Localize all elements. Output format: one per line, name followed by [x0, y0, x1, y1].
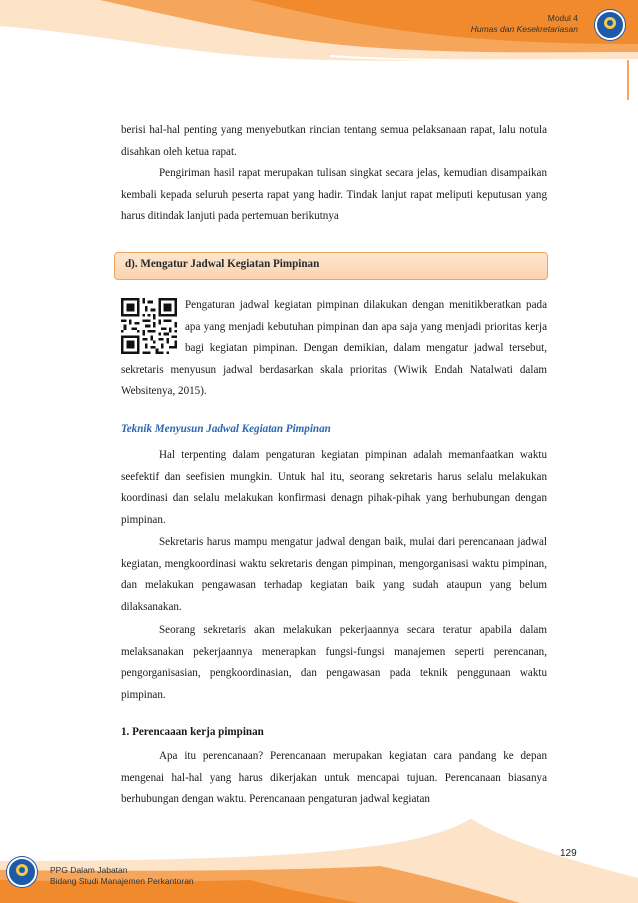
header-module-info: [471, 13, 578, 35]
tut-wuri-logo-icon: [595, 10, 625, 40]
heading-teknik: Teknik Menyusun Jadwal Kegiatan Pimpinan: [121, 423, 331, 435]
footer-info: [50, 865, 194, 887]
section-heading-d: d). Mengatur Jadwal Kegiatan Pimpinan: [125, 258, 320, 270]
paragraph-seorang-sekretaris: Seorang sekretaris akan melakukan pekerjaannya secara teratur apabila dalam melaksanakan pekerjaannya menerapkan fungsi-fungsi manajemen seperti perencanan, pengorganisasian, pengkoordinasian, dan pengawasan pada teknik penggunaan waktu pimpinan.: [121, 624, 547, 701]
tut-wuri-footer-logo-icon: [7, 857, 37, 887]
paragraph-hal-terpenting: Hal terpenting dalam pengaturan kegiatan pimpinan adalah memanfaatkan waktu seefektif dan seefisien mungkin. Untuk hal itu, seorang sekretaris harus selalu melakukan koordinasi dan selalu melakukan konfirmasi denagn pihak-pihak yang berhubungan dengan pimpinan.: [121, 449, 547, 526]
paragraph-sekretaris-mampu: Sekretaris harus mampu mengatur jadwal dengan baik, mulai dari perencanaan jadwal kegiatan, mengkoordinasi waktu sekretaris dengan pimpinan, mengorganisasi waktu pimpinan, dan melakukan pengawasan terhadap kegiatan baik yang sudah ataupun yang belum dilaksanakan.: [121, 536, 547, 613]
paragraph-pengaturan-text: Pengaturan jadwal kegiatan pimpinan dilakukan dengan menitikberatkan pada apa yang menjadi kebutuhan pimpinan dan apa saja yang menjadi prioritas kerja bagi kegiatan pimpinan. Dengan demikian, dalam mengatur jadwal tersebut, sekretaris menyusun jadwal berdasarkan skala prioritas (Wiwik Endah Natalwati dalam Websitenya, 2015).: [121, 299, 547, 398]
paragraph-pengiriman: Pengiriman hasil rapat merupakan tulisan singkat secara jelas, kemudian disampaikan kembali kepada seluruh peserta rapat yang hadir. Tindak lanjut rapat meliputi keputusan yang harus ditindak lanjuti pada pertemuan berikutnya: [121, 167, 547, 223]
paragraph-perencanaan: Apa itu perencanaan? Perencanaan merupakan kegiatan cara pandang ke depan mengenai hal-hal yang harus dikerjakan untuk mencapai tujuan. Perencanaan biasanya berhubungan dengan waktu. Perencanaan pengaturan jadwal kegiatan: [121, 750, 547, 806]
heading-perencanaan-kerja: 1. Perencaaan kerja pimpinan: [121, 726, 264, 738]
footer-wave-band: [0, 818, 638, 903]
paragraph-notula: berisi hal-hal penting yang menyebutkan rincian tentang semua pelaksanaan rapat, lalu notula disahkan oleh ketua rapat.: [121, 124, 547, 158]
module-label: Modul 4: [547, 13, 578, 23]
module-subtitle: Humas dan Kesekretariasan: [470, 24, 578, 34]
footer-program: PPG Dalam Jabatan: [50, 865, 128, 875]
page-number: 129: [560, 848, 577, 859]
footer-field: Bidang Studi Manajemen Perkantoran: [50, 876, 194, 886]
section-heading-box: [114, 252, 548, 280]
